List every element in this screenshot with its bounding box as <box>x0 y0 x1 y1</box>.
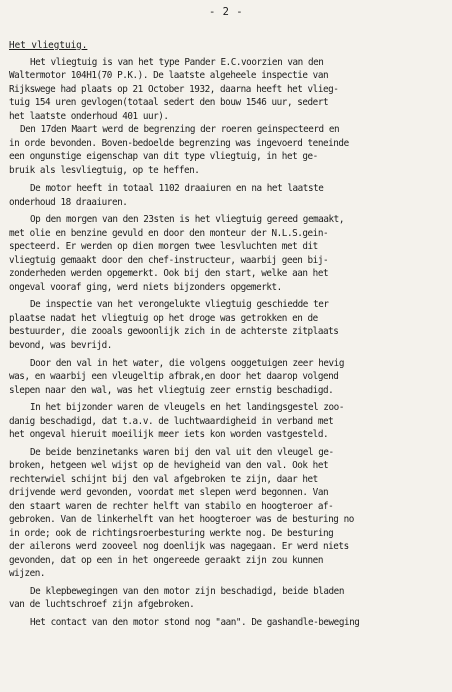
text-line: het laatste onderhoud 401 uur). <box>9 111 169 122</box>
text-line: der ailerons werd zooveel nog doenlijk was nagegaan. Er werd niets <box>9 541 349 552</box>
text-line: wijzen. <box>9 568 46 579</box>
text-line: gebroken. Van de linkerhelft van het hoogteroer was de besturing no <box>9 514 354 525</box>
text-line: was, en waarbij een vleugeltip afbrak,en door het daarop volgend <box>9 371 339 382</box>
text-line: De klepbewegingen van den motor zijn beschadigd, beide bladen <box>30 586 344 597</box>
text-line: In het bijzonder waren de vleugels en het landingsgestel zoo- <box>30 402 344 413</box>
text-line: gevonden, dat op een in het ongereede geraakt zijn zou kunnen <box>9 555 323 566</box>
text-line: plaatse nadat het vliegtuig op het droge was getrokken en de <box>9 313 318 324</box>
text-line: ongeval vooraf ging, werd niets bijzonders opgemerkt. <box>9 282 282 293</box>
text-line: bevond, was bevrijd. <box>9 340 112 351</box>
text-line: drijvende werd gevonden, voordat met slepen werd begonnen. Van <box>9 487 329 498</box>
text-line: specteerd. Er werden op dien morgen twee lesvluchten met dit <box>9 241 318 252</box>
text-line: Rijkswege had plaats op 21 October 1932, daarna heeft het vlieg- <box>9 84 339 95</box>
text-line: Het vliegtuig is van het type Pander E.C.voorzien van den <box>30 57 324 68</box>
text-line: rechterwiel schijnt bij den val afgebroken te zijn, daar het <box>9 474 318 485</box>
text-line: tuig 154 uren gevlogen(totaal sedert den bouw 1546 uur, sedert <box>9 97 329 108</box>
text-line: vliegtuig gemaakt door den chef-instructeur, waarbij geen bij- <box>9 255 329 266</box>
text-line: Waltermotor 104H1(70 P.K.). De laatste algeheele inspectie van <box>9 70 329 81</box>
text-line: bestuurder, die zooals gewoonlijk zich in de achterste zitplaats <box>9 326 339 337</box>
text-line: De beide benzinetanks waren bij den val uit den vleugel ge- <box>30 447 334 458</box>
text-line: Den 17den Maart werd de begrenzing der roeren geinspecteerd en <box>20 124 340 135</box>
text-line: van de luchtschroef zijn afgebroken. <box>9 599 195 610</box>
text-line: den staart waren de rechter helft van stabilo en hoogteroer af- <box>9 501 334 512</box>
text-line: De inspectie van het verongelukte vliegtuig geschiedde ter <box>30 299 329 310</box>
page-number: - 2 - <box>208 6 244 18</box>
text-line: met olie en benzine gevuld en door den monteur der N.L.S.gein- <box>9 228 329 239</box>
text-line: in orde bevonden. Boven-bedoelde begrenzing was ingevoerd teneinde <box>9 138 349 149</box>
text-line: Het contact van den motor stond nog "aan". De gashandle-beweging <box>30 617 360 628</box>
text-line: broken, hetgeen wel wijst op de hevigheid van den val. Ook het <box>9 460 329 471</box>
text-line: bruik als lesvliegtuig, op te heffen. <box>9 165 200 176</box>
section-heading: Het vliegtuig. <box>9 40 88 51</box>
text-line: Door den val in het water, die volgens ooggetuigen zeer hevig <box>30 358 344 369</box>
text-line: danig beschadigd, dat t.a.v. de luchtwaardigheid in verband met <box>9 416 334 427</box>
text-line: slepen naar den wal, was het vliegtuig zeer ernstig beschadigd. <box>9 385 334 396</box>
text-line: De motor heeft in totaal 1102 draaiuren en na het laatste <box>30 183 324 194</box>
text-line: een ongunstige eigenschap van dit type vliegtuig, in het ge- <box>9 151 318 162</box>
text-line: zonderheden werden opgemerkt. Ook bij den start, welke aan het <box>9 268 329 279</box>
text-line: in orde; ook de richtingsroerbesturing werkte nog. De besturing <box>9 528 334 539</box>
text-line: het ongeval hieruit moeilijk meer iets kon worden vastgesteld. <box>9 429 329 440</box>
text-line: Op den morgen van den 23sten is het vliegtuig gereed gemaakt, <box>30 214 344 225</box>
text-line: onderhoud 18 draaiuren. <box>9 197 128 208</box>
